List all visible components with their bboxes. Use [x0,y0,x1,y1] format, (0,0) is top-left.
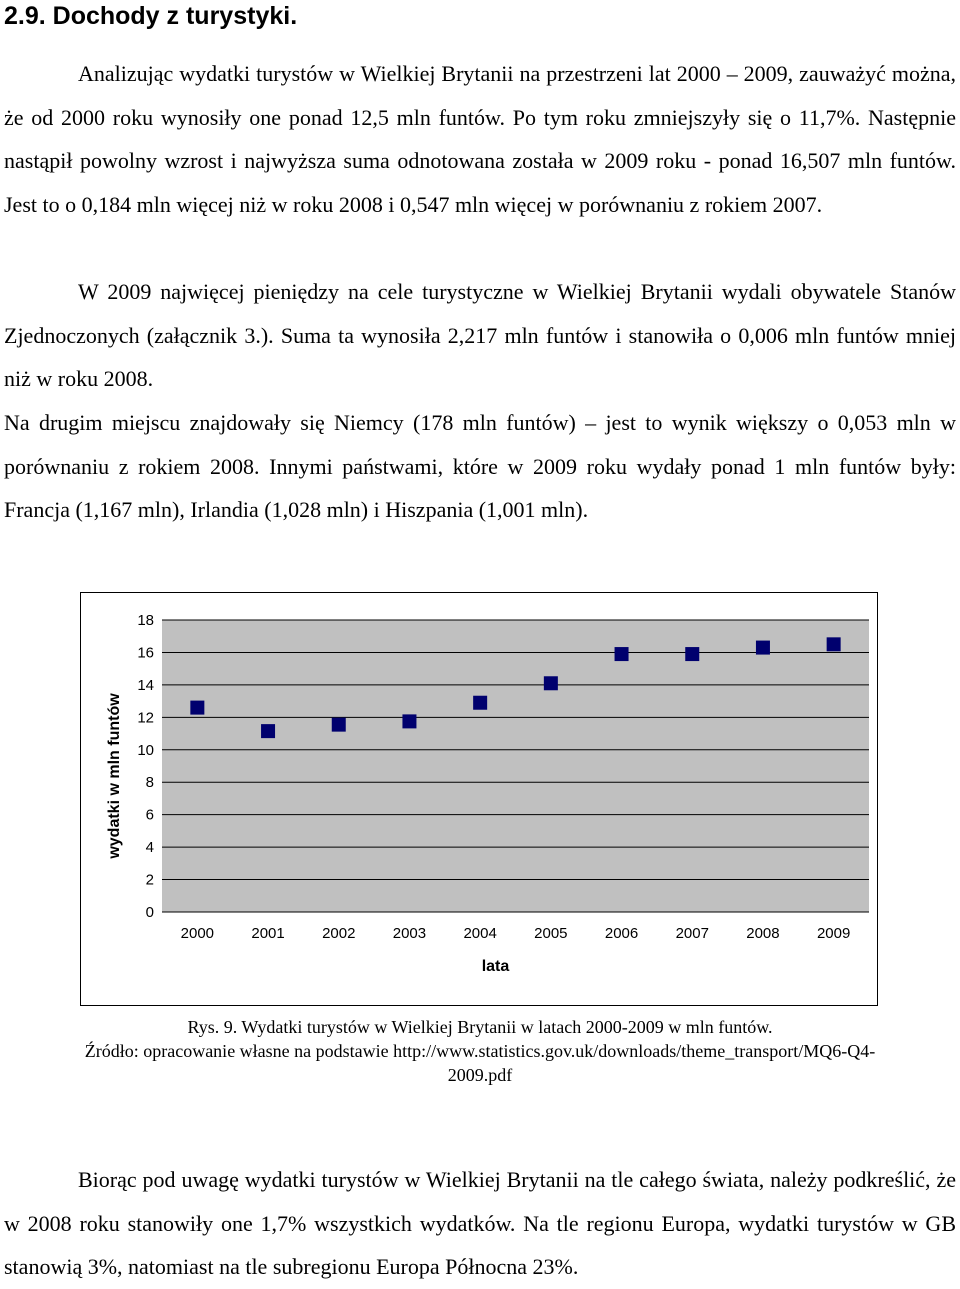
x-tick-label: 2002 [322,925,356,942]
x-tick-label: 2004 [463,925,497,942]
y-tick-label: 18 [137,612,154,629]
y-tick-label: 12 [137,709,154,727]
x-tick-label: 2001 [251,925,285,942]
x-axis-title: lata [481,958,510,975]
y-tick-label: 10 [137,741,154,759]
figure-source-line-2: 2009.pdf [447,1065,513,1085]
x-tick-label: 2006 [604,925,639,942]
x-tick-label: 2007 [675,925,709,942]
data-point [473,696,487,710]
y-tick-label: 4 [145,839,154,857]
y-tick-label: 0 [145,904,154,921]
plot-area [162,620,869,912]
x-tick-label: 2008 [746,925,780,942]
paragraph-germany-others: Na drugim miejscu znajdowały się Niemcy (178 mln funtów) – jest to wynik większy o 0,053 mln w porównaniu z rokiem 2008. Innymi państwami, które w 2009 roku wydały ponad 1 mln funtów były: Francja (1,167 mln), Irlandia (1,028 mln) i Hiszpania (1,001 mln). [4,410,956,522]
y-tick-label: 16 [137,644,154,662]
section-heading: 2.9. Dochody z turystyki. [4,2,298,30]
data-point [615,647,629,661]
data-point [827,637,841,651]
paragraph-expenses-2000-2009: Analizując wydatki turystów w Wielkiej Brytanii na przestrzeni lat 2000 – 2009, zauważyć można, że od 2000 roku wynosiły one ponad 12,5 mln funtów. Po tym roku zmniejszyły się o 11,7%. Następnie nastąpił powolny wzrost i najwyższa suma odnotowana została w 2009 roku - ponad 16,507 mln funtów. Jest to o 0,184 mln więcej niż w roku 2008 i 0,547 mln więcej w porównaniu z rokiem 2007. [4,61,956,217]
paragraph-usa-2009: W 2009 najwięcej pieniędzy na cele turystyczne w Wielkiej Brytanii wydali obywatele Stanów Zjednoczonych (załącznik 3.). Suma ta wynosiła 2,217 mln funtów i stanowiła o 0,006 mln funtów mniej niż w roku 2008. [4,279,956,391]
y-tick-label: 8 [145,774,154,792]
x-tick-label: 2003 [392,925,427,942]
data-point [190,701,204,715]
x-tick-label: 2000 [180,925,215,942]
expenses-scatter-chart [81,593,877,1005]
y-tick-label: 6 [145,806,154,824]
figure-source-line-1: Źródło: opracowanie własne na podstawie http://www.statistics.gov.uk/downloads/theme_transport/MQ6-Q4- [84,1041,876,1061]
x-tick-label: 2005 [534,925,568,942]
x-tick-label: 2009 [816,925,851,942]
y-tick-label: 14 [137,676,154,694]
y-tick-label: 2 [145,871,154,889]
data-point [332,718,346,732]
data-point [261,724,275,738]
figure-caption: Rys. 9. Wydatki turystów w Wielkiej Brytanii w latach 2000-2009 w mln funtów. [187,1017,773,1037]
paragraph-world-share: Biorąc pod uwagę wydatki turystów w Wielkiej Brytanii na tle całego świata, należy podkreślić, że w 2008 roku stanowiły one 1,7% wszystkich wydatków. Na tle regionu Europa, wydatki turystów w GB stanowią 3%, natomiast na tle subregionu Europa Północna 23%. [4,1167,956,1279]
chart-frame [80,592,878,1006]
y-axis-title: wydatki w mln funtów [106,693,123,859]
data-point [402,714,416,728]
data-point [685,647,699,661]
data-point [756,641,770,655]
data-point [544,676,558,690]
